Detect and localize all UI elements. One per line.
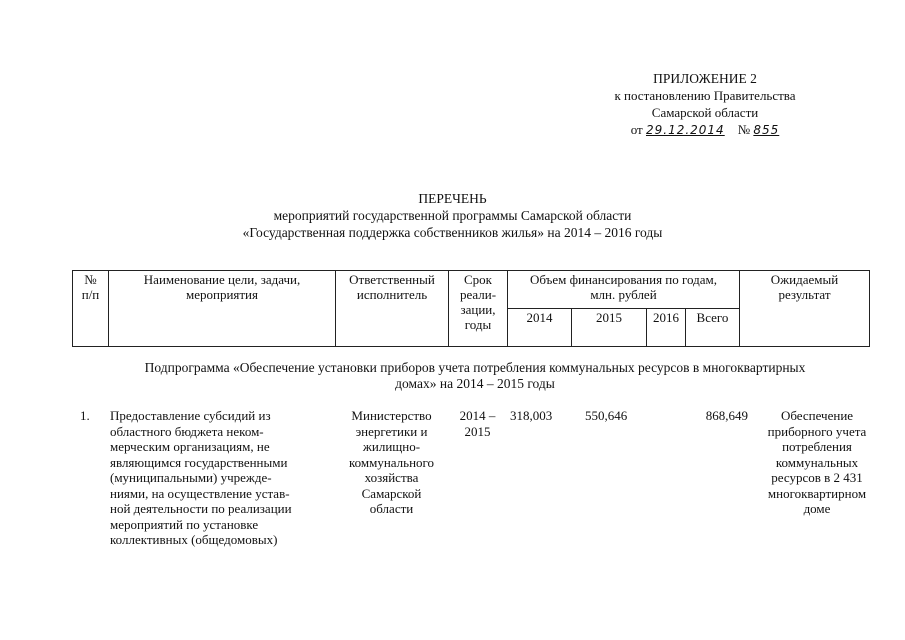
handwritten-date: 29.12.2014: [645, 123, 725, 137]
header-number: № п/п: [73, 271, 109, 347]
row1-number: 1.: [80, 408, 90, 423]
row1-term: 2014 – 2015: [459, 408, 496, 439]
appendix-line2: Самарской области: [651, 105, 759, 120]
row1-executor: Министерство энергетики и жилищно- коммунального хозяйства Самарской области: [348, 408, 435, 516]
header-name: Наименование цели, задачи, мероприятия: [109, 271, 336, 347]
subprogram-title: Подпрограмма «Обеспечение установки приборов учета потребления коммунальных ресурсов в многоквартирных домах» на 2014 – 2015 годы: [144, 360, 806, 391]
header-term: Срок реали- зации, годы: [449, 271, 508, 347]
appendix-date-line: [560, 121, 850, 139]
date-prefix: от: [630, 122, 643, 137]
header-executor: Ответственный исполнитель: [336, 271, 449, 347]
number-prefix: №: [737, 122, 751, 137]
appendix-title: ПРИЛОЖЕНИЕ 2: [653, 71, 757, 86]
heading-line3: «Государственная поддержка собственников жилья» на 2014 – 2016 годы: [242, 225, 663, 240]
row1-result: Обеспечение приборного учета потребления коммунальных ресурсов в 2 431 многоквартирном доме: [767, 408, 867, 516]
table-header: [72, 270, 870, 347]
handwritten-number: 855: [753, 123, 780, 137]
appendix-block: [560, 70, 850, 139]
appendix-line1: к постановлению Правительства: [614, 88, 796, 103]
header-year-2014: 2014: [508, 309, 572, 347]
header-result: Ожидаемый результат: [740, 271, 870, 347]
header-year-2016: 2016: [647, 309, 686, 347]
row1-value-2015: 550,646: [585, 408, 628, 423]
header-total: Всего: [686, 309, 740, 347]
header-funding: Объем финансирования по годам, млн. рублей: [508, 271, 740, 309]
heading-line1: ПЕРЕЧЕНЬ: [418, 191, 487, 206]
document-heading: [0, 190, 905, 241]
row1-total: 868,649: [705, 408, 748, 423]
row1-value-2014: 318,003: [510, 408, 553, 423]
header-year-2015: 2015: [572, 309, 647, 347]
heading-line2: мероприятий государственной программы Самарской области: [273, 208, 632, 223]
row1-name: Предоставление субсидий из областного бюджета неком- мерческим организациям, не являющимся государственными (муниципальными) учрежде- ниями, на осуществление устав- ной деятельности по реализации мероприятий по установке коллективных (общедомовых): [110, 408, 292, 547]
